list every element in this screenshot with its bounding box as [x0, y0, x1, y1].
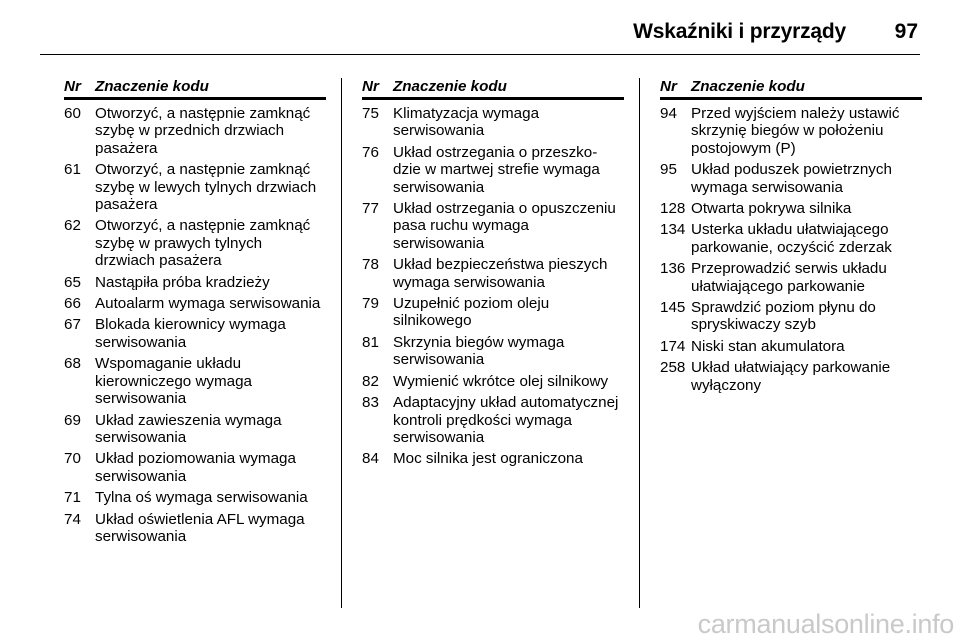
table-row	[660, 260, 922, 295]
code-number: 81	[362, 333, 379, 351]
table-row	[362, 105, 624, 140]
column-header-nr: Nr	[362, 78, 379, 95]
code-number: 60	[64, 105, 81, 122]
code-number: 68	[64, 355, 81, 373]
code-meaning: Układ ostrzegania o opuszczeniu pasa ruchu wymaga serwisowania	[393, 200, 616, 252]
table-row	[362, 144, 624, 196]
code-number: 66	[64, 295, 81, 313]
code-table-column-2	[362, 78, 624, 468]
code-number: 74	[64, 510, 81, 528]
code-meaning: Układ bezpieczeństwa pieszych wymaga serwisowania	[393, 256, 608, 291]
code-number: 69	[64, 411, 81, 429]
code-meaning: Tylna oś wymaga serwisowania	[95, 489, 308, 507]
code-list	[660, 100, 922, 394]
code-number: 62	[64, 217, 81, 235]
code-number: 145	[660, 299, 686, 317]
code-meaning: Nastąpiła próba kradzieży	[95, 273, 270, 291]
code-meaning: Przeprowadzić serwis układu ułatwiającego parkowanie	[691, 260, 887, 295]
code-table-column-1	[64, 78, 326, 545]
code-number: 61	[64, 161, 81, 179]
table-row	[362, 295, 624, 330]
code-number: 78	[362, 256, 379, 274]
code-list	[64, 100, 326, 545]
code-number: 83	[362, 394, 379, 412]
column-header-nr: Nr	[64, 78, 81, 95]
code-meaning: Blokada kierownicy wymaga serwisowania	[95, 316, 286, 351]
table-row	[64, 511, 326, 546]
code-number: 77	[362, 200, 379, 218]
code-number: 84	[362, 450, 379, 468]
table-row	[362, 256, 624, 291]
code-meaning: Wymienić wkrótce olej silnikowy	[393, 372, 609, 390]
code-meaning: Układ poziomowania wymaga serwisowania	[95, 450, 296, 485]
table-row	[64, 450, 326, 485]
code-number: 70	[64, 450, 81, 468]
table-row	[660, 161, 922, 196]
watermark: carmanualsonline.info	[697, 609, 954, 639]
page-title: Wskaźniki i przyrządy	[633, 20, 846, 43]
code-meaning: Sprawdzić poziom płynu do spryskiwaczy szyb	[691, 299, 876, 334]
table-row	[64, 217, 326, 269]
column-divider	[341, 78, 342, 608]
column-header-meaning: Znaczenie kodu	[393, 78, 507, 95]
table-row	[660, 359, 922, 394]
table-row	[64, 489, 326, 506]
code-meaning: Niski stan akumulatora	[691, 337, 845, 355]
code-number: 128	[660, 200, 686, 218]
code-meaning: Wspomaganie układu kierowniczego wymaga serwisowania	[95, 355, 253, 408]
table-row	[64, 161, 326, 213]
table-row	[64, 316, 326, 351]
code-meaning: Autoalarm wymaga serwisowania	[95, 295, 321, 313]
table-row	[362, 450, 624, 467]
column-header	[362, 78, 624, 100]
code-meaning: Moc silnika jest ograniczona	[393, 450, 583, 468]
code-number: 94	[660, 105, 677, 122]
column-header-meaning: Znaczenie kodu	[691, 78, 805, 95]
code-number: 136	[660, 260, 686, 278]
code-meaning: Otworzyć, a następnie zamknąć szybę w przednich drzwiach pasażera	[95, 105, 311, 157]
column-header-meaning: Znaczenie kodu	[95, 78, 209, 95]
table-row	[64, 295, 326, 312]
column-header	[64, 78, 326, 100]
code-meaning: Otworzyć, a następnie zamknąć szybę w prawych tylnych drzwiach pasażera	[95, 217, 311, 270]
code-meaning: Klimatyzacja wymaga serwisowania	[393, 105, 540, 140]
table-row	[362, 334, 624, 369]
table-row	[660, 299, 922, 334]
code-meaning: Otworzyć, a następnie zamknąć szybę w lewych tylnych drzwiach pasażera	[95, 161, 317, 214]
table-row	[660, 105, 922, 157]
code-meaning: Skrzynia biegów wymaga serwisowania	[393, 333, 565, 369]
code-list	[362, 100, 624, 468]
table-row	[64, 355, 326, 407]
code-meaning: Układ zawieszenia wymaga serwisowania	[95, 411, 282, 446]
column-divider	[639, 78, 640, 608]
code-meaning: Układ oświetlenia AFL wymaga serwisowania	[95, 510, 305, 545]
code-meaning: Uzupełnić poziom oleju silnikowego	[393, 295, 550, 330]
code-meaning: Układ poduszek powietrznych wymaga serwisowania	[691, 161, 892, 196]
column-header-nr: Nr	[660, 78, 677, 95]
code-number: 82	[362, 372, 379, 390]
code-table-column-3	[660, 78, 922, 394]
table-row	[660, 338, 922, 355]
page-number: 97	[894, 20, 918, 43]
code-number: 95	[660, 161, 677, 179]
code-meaning: Układ ostrzegania o przeszko-dzie w martwej strefie wymaga serwisowania	[393, 143, 600, 196]
code-meaning: Układ ułatwiający parkowanie wyłączony	[691, 359, 891, 394]
code-meaning: Usterka układu ułatwiającego parkowanie, oczyścić zderzak	[691, 221, 892, 256]
code-number: 76	[362, 143, 379, 161]
code-number: 174	[660, 337, 686, 355]
code-number: 67	[64, 316, 81, 334]
table-row	[362, 200, 624, 252]
code-number: 65	[64, 273, 81, 291]
code-meaning: Adaptacyjny układ automatycznej kontroli prędkości wymaga serwisowania	[393, 394, 619, 446]
table-row	[660, 221, 922, 256]
table-row	[660, 200, 922, 217]
code-number: 75	[362, 105, 379, 122]
code-number: 258	[660, 359, 686, 377]
table-row	[362, 394, 624, 446]
table-row	[64, 105, 326, 157]
code-meaning: Przed wyjściem należy ustawić skrzynię biegów w położeniu postojowym (P)	[691, 105, 900, 157]
column-header	[660, 78, 922, 100]
table-row	[362, 373, 624, 390]
table-row	[64, 274, 326, 291]
code-number: 79	[362, 295, 379, 313]
page-header	[40, 8, 920, 55]
table-row	[64, 412, 326, 447]
code-meaning: Otwarta pokrywa silnika	[691, 200, 852, 218]
code-number: 71	[64, 489, 81, 507]
code-number: 134	[660, 221, 686, 239]
